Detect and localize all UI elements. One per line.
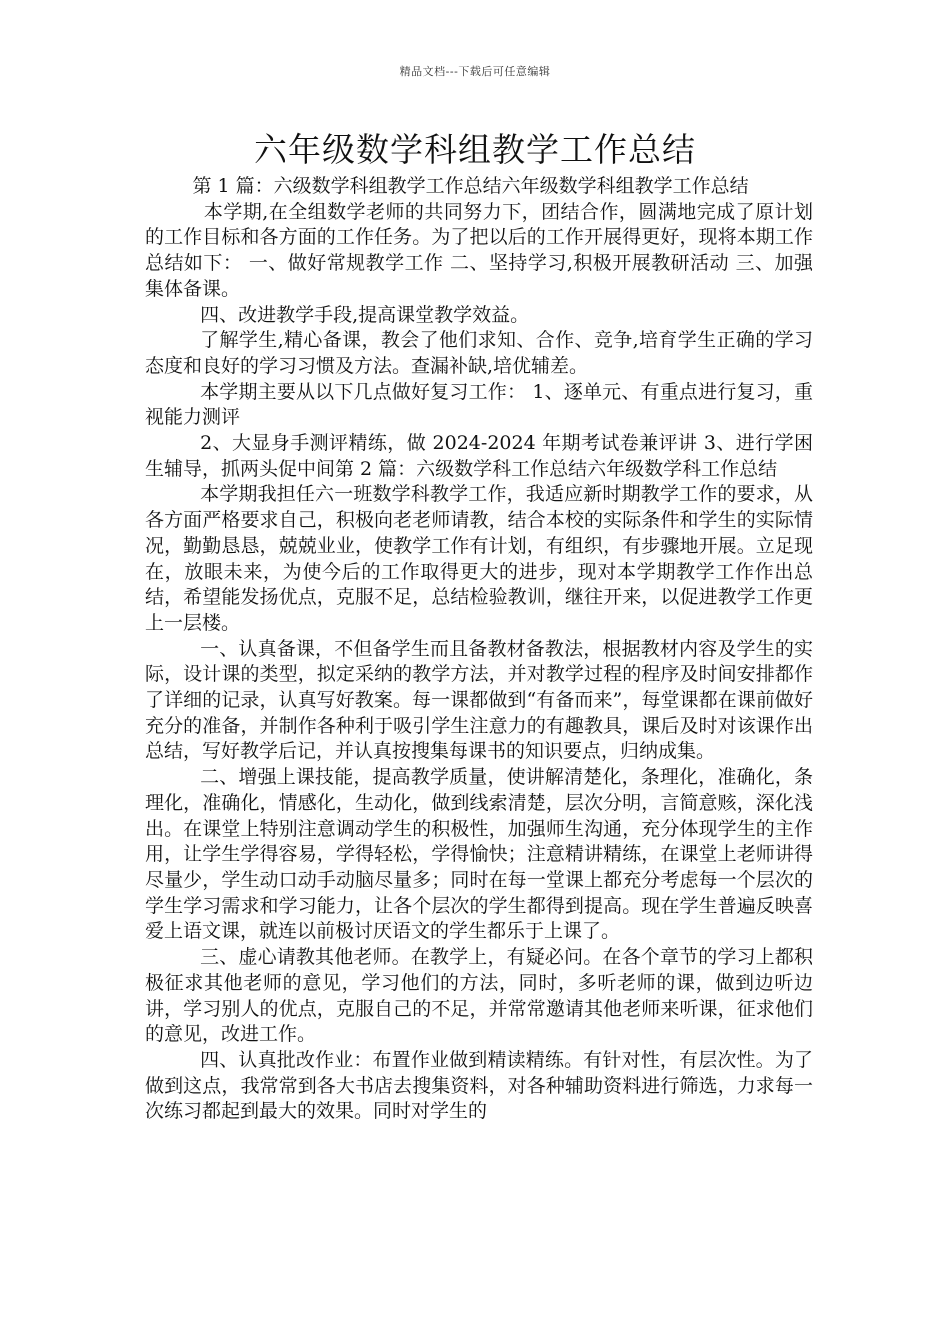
body-paragraph: 一、认真备课，不但备学生而且备教材备教法，根据教材内容及学生的实际，设计课的类型，拟定采纳的教学方法，并对教学过程的程序及时间安排都作了详细的记录，认真写好教案。每一课都做到“有备而来”，每堂课都在课前做好充分的准备，并制作各种利于吸引学生注意力的有趣教具，课后及时对该课作出总结，写好教学后记，并认真按搜集每课书的知识要点，归纳成集。 [145,637,813,763]
body-paragraph: 2、大显身手测评精练，做 2024-2024 年期考试卷兼评讲 3、进行学困生辅导，抓两头促中间第 2 篇：六级数学科工作总结六年级数学科工作总结 [145,432,813,480]
body-paragraph: 了解学生,精心备课，教会了他们求知、合作、竞争,培育学生正确的学习态度和良好的学习习惯及方法。查漏补缺,培优辅差。 [145,329,813,377]
body-paragraph: 本学期,在全组数学老师的共同努力下，团结合作，圆满地完成了原计划的工作目标和各方面的工作任务。为了把以后的工作开展得更好，现将本期工作总结如下： 一、做好常规教学工作 二、坚持学习,积极开展教研活动 三、加强集体备课。 [145,200,813,300]
document-body [145,174,813,1125]
body-paragraph: 二、增强上课技能，提高教学质量，使讲解清楚化，条理化，准确化，条理化，准确化，情感化，生动化，做到线索清楚，层次分明，言简意赅，深化浅出。在课堂上特别注意调动学生的积极性，加强师生沟通，充分体现学生的主作用，让学生学得容易，学得轻松，学得愉快；注意精讲精练，在课堂上老师讲得尽量少，学生动口动手动脑尽量多；同时在每一堂课上都充分考虑每一个层次的学生学习需求和学习能力，让各个层次的学生都得到提高。现在学生普遍反映喜爱上语文课，就连以前极讨厌语文的学生都乐于上课了。 [145,766,813,943]
body-paragraph: 四、改进教学手段,提高课堂教学效益。 [200,303,530,326]
body-paragraph: 三、虚心请教其他老师。在教学上，有疑必问。在各个章节的学习上都积极征求其他老师的意见，学习他们的方法，同时，多听老师的课，做到边听边讲，学习别人的优点，克服自己的不足，并常常邀请其他老师来听课，征求他们的意见，改进工作。 [145,946,813,1046]
body-paragraph: 本学期我担任六一班数学科教学工作，我适应新时期教学工作的要求，从各方面严格要求自己，积极向老老师请教，结合本校的实际条件和学生的实际情况，勤勤恳恳，兢兢业业，使教学工作有计划，有组织，有步骤地开展。立足现在，放眼未来，为使今后的工作取得更大的进步，现对本学期教学工作作出总结，希望能发扬优点，克服不足，总结检验教训，继往开来，以促进教学工作更上一层楼。 [145,483,813,634]
body-paragraph: 本学期主要从以下几点做好复习工作： 1、逐单元、有重点进行复习，重视能力测评 [145,380,813,429]
section-heading-1: 第 1 篇：六级数学科组教学工作总结六年级数学科组教学工作总结 [192,175,749,197]
header-note: 精品文档---下载后可任意编辑 [399,65,551,78]
document-title: 六年级数学科组教学工作总结 [254,130,696,169]
body-paragraph: 四、认真批改作业：布置作业做到精读精练。有针对性，有层次性。为了做到这点，我常常到各大书店去搜集资料，对各种辅助资料进行筛选，力求每一次练习都起到最大的效果。同时对学生的 [145,1048,813,1123]
